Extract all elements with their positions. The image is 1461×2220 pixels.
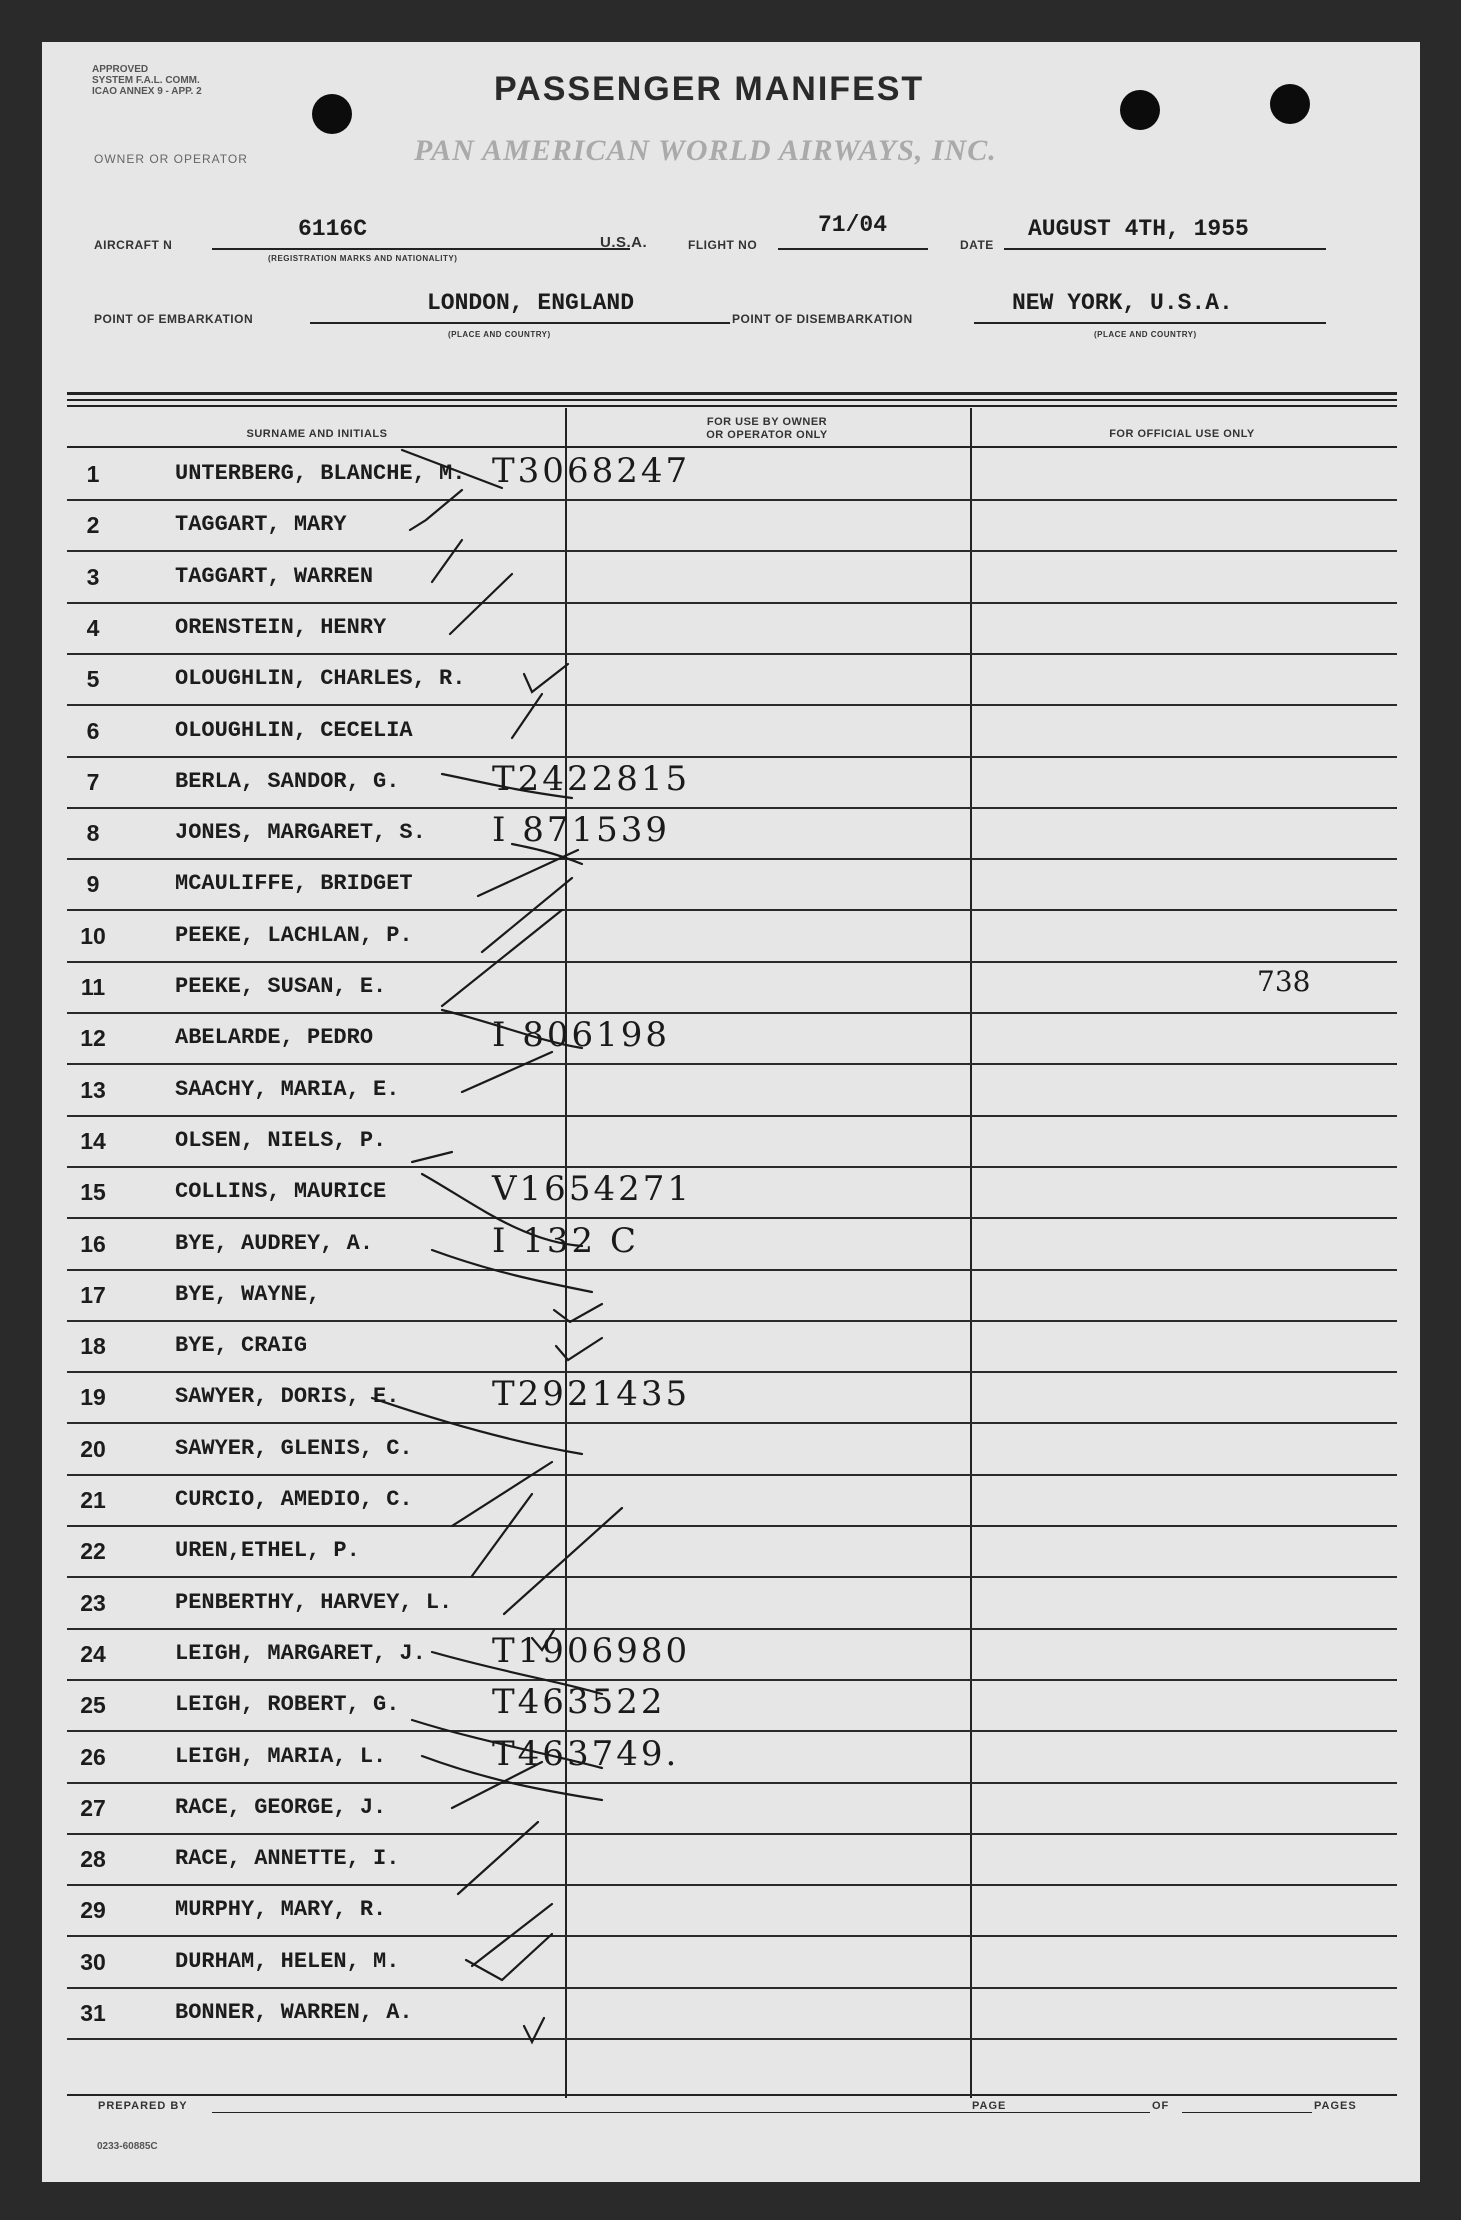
row-number: 26 xyxy=(80,1743,106,1770)
passenger-name: JONES, MARGARET, S. xyxy=(175,820,426,846)
passenger-name: SAWYER, GLENIS, C. xyxy=(175,1435,413,1461)
aircraft-underline xyxy=(212,248,630,250)
passenger-row xyxy=(67,1012,1397,1065)
row-number: 28 xyxy=(80,1846,106,1873)
manifest-sheet xyxy=(42,42,1420,2182)
passenger-name: LEIGH, MARGARET, J. xyxy=(175,1640,426,1666)
handwritten-note: I 806198 xyxy=(492,1015,671,1056)
pages-label: PAGES xyxy=(1314,2100,1357,2112)
passenger-row xyxy=(67,910,1397,963)
registration-caption: (REGISTRATION MARKS AND NATIONALITY) xyxy=(268,254,458,263)
country-label: U.S.A. xyxy=(600,234,648,251)
row-number: 7 xyxy=(86,768,100,795)
row-number: 15 xyxy=(80,1179,106,1206)
passenger-name: SAACHY, MARIA, E. xyxy=(175,1076,400,1102)
punch-hole xyxy=(1120,90,1160,130)
row-number: 23 xyxy=(80,1589,106,1616)
embark-value: LONDON, ENGLAND xyxy=(427,290,635,316)
passenger-row xyxy=(67,448,1397,501)
passenger-row xyxy=(67,1628,1397,1681)
passenger-row xyxy=(67,1833,1397,1886)
row-number: 20 xyxy=(80,1435,106,1462)
date-value: AUGUST 4TH, 1955 xyxy=(1028,216,1249,242)
passenger-row xyxy=(67,1166,1397,1219)
row-number: 4 xyxy=(86,614,100,641)
prepared-by-underline xyxy=(212,2112,1020,2113)
passenger-row xyxy=(67,1320,1397,1373)
passenger-row xyxy=(67,1371,1397,1424)
passenger-row xyxy=(67,1731,1397,1784)
passenger-row xyxy=(67,602,1397,655)
row-number: 19 xyxy=(80,1384,106,1411)
passenger-row xyxy=(67,653,1397,706)
passenger-name: TAGGART, MARY xyxy=(175,512,347,538)
form-title: PASSENGER MANIFEST xyxy=(494,70,925,108)
row-number: 5 xyxy=(86,666,100,693)
row-number: 10 xyxy=(80,922,106,949)
official-note: 738 xyxy=(1257,965,1311,998)
header-rule xyxy=(67,405,1397,407)
form-number: 0233-60885C xyxy=(97,2141,158,2152)
punch-hole xyxy=(1270,84,1310,124)
passenger-row xyxy=(67,551,1397,604)
passenger-row xyxy=(67,1884,1397,1937)
row-number: 27 xyxy=(80,1794,106,1821)
flight-label: FLIGHT NO xyxy=(688,238,758,252)
embark-underline xyxy=(310,322,730,324)
passenger-name: OLSEN, NIELS, P. xyxy=(175,1127,387,1153)
passenger-name: CURCIO, AMEDIO, C. xyxy=(175,1487,413,1512)
passenger-row xyxy=(67,1987,1397,2040)
handwritten-note: T2921435 xyxy=(492,1374,691,1415)
date-label: DATE xyxy=(960,238,994,252)
handwritten-note: T1906980 xyxy=(492,1630,691,1671)
row-number: 22 xyxy=(80,1538,106,1565)
handwritten-note: V1654271 xyxy=(492,1169,692,1210)
passenger-row xyxy=(67,1218,1397,1271)
aircraft-label: AIRCRAFT N xyxy=(94,238,173,252)
passenger-name: BYE, WAYNE, xyxy=(175,1281,321,1307)
row-number: 13 xyxy=(80,1076,106,1103)
passenger-name: COLLINS, MAURICE xyxy=(175,1179,387,1205)
passenger-name: PENBERTHY, HARVEY, L. xyxy=(175,1589,453,1615)
header-rule xyxy=(67,392,1397,395)
row-number: 12 xyxy=(80,1025,106,1052)
passenger-row xyxy=(67,756,1397,809)
passenger-name: DURHAM, HELEN, M. xyxy=(175,1948,400,1974)
approval-stamp: APPROVED SYSTEM F.A.L. COMM. ICAO ANNEX 9 - APP. 2 xyxy=(92,64,202,97)
row-number: 24 xyxy=(80,1640,106,1667)
passenger-row xyxy=(67,807,1397,860)
disembark-caption: (PLACE AND COUNTRY) xyxy=(1094,330,1197,339)
row-number: 2 xyxy=(86,512,100,539)
handwritten-note: T2422815 xyxy=(492,758,691,799)
flight-underline xyxy=(778,248,928,250)
page-underline xyxy=(1020,2112,1150,2113)
aircraft-value: 6116C xyxy=(298,216,368,242)
passenger-name: ABELARDE, PEDRO xyxy=(175,1025,374,1051)
footer-rule xyxy=(67,2094,1397,2096)
official-use-column-header: FOR OFFICIAL USE ONLY xyxy=(1109,428,1255,440)
passenger-name: OLOUGHLIN, CHARLES, R. xyxy=(175,666,466,692)
row-number: 29 xyxy=(80,1897,106,1924)
handwritten-note: T3068247 xyxy=(492,451,691,491)
passenger-name: BERLA, SANDOR, G. xyxy=(175,768,400,794)
handwritten-note: T463749. xyxy=(492,1733,680,1774)
passenger-name: UNTERBERG, BLANCHE, M. xyxy=(175,461,466,486)
passenger-row xyxy=(67,961,1397,1014)
passenger-row xyxy=(67,705,1397,758)
disembark-value: NEW YORK, U.S.A. xyxy=(1012,290,1233,316)
row-number: 1 xyxy=(86,461,100,487)
handwritten-note: T463522 xyxy=(492,1682,666,1723)
passenger-row xyxy=(67,1782,1397,1835)
passenger-name: PEEKE, LACHLAN, P. xyxy=(175,922,413,948)
passenger-name: LEIGH, MARIA, L. xyxy=(175,1743,387,1769)
row-number: 6 xyxy=(86,717,100,744)
passenger-row xyxy=(67,1474,1397,1527)
passenger-name: LEIGH, ROBERT, G. xyxy=(175,1692,400,1718)
passenger-name: RACE, GEORGE, J. xyxy=(175,1794,387,1820)
passenger-name: MURPHY, MARY, R. xyxy=(175,1897,387,1923)
passenger-row xyxy=(67,1936,1397,1989)
passenger-row xyxy=(67,858,1397,911)
row-number: 18 xyxy=(80,1333,106,1360)
passenger-name: BONNER, WARREN, A. xyxy=(175,2000,413,2025)
row-number: 25 xyxy=(80,1692,106,1719)
passenger-name: TAGGART, WARREN xyxy=(175,563,374,589)
surname-column-header: SURNAME AND INITIALS xyxy=(246,428,388,440)
passenger-name: RACE, ANNETTE, I. xyxy=(175,1846,400,1872)
prepared-by-label: PREPARED BY xyxy=(98,2100,188,2112)
of-underline xyxy=(1182,2112,1312,2113)
passenger-row xyxy=(67,499,1397,552)
header-rule xyxy=(67,399,1397,401)
row-number: 11 xyxy=(80,974,106,1000)
passenger-name: UREN,ETHEL, P. xyxy=(175,1538,360,1564)
row-number: 16 xyxy=(80,1230,106,1257)
disembark-underline xyxy=(974,322,1326,324)
passenger-name: ORENSTEIN, HENRY xyxy=(175,614,387,640)
passenger-name: OLOUGHLIN, CECELIA xyxy=(175,717,413,743)
row-number: 3 xyxy=(86,563,100,590)
date-underline xyxy=(1004,248,1326,250)
owner-use-column-header: FOR USE BY OWNER OR OPERATOR ONLY xyxy=(706,416,828,441)
row-number: 21 xyxy=(80,1487,106,1513)
embark-caption: (PLACE AND COUNTRY) xyxy=(448,330,551,339)
owner-label: OWNER OR OPERATOR xyxy=(94,152,248,166)
row-number: 14 xyxy=(80,1127,106,1154)
handwritten-note: I 871539 xyxy=(492,810,671,851)
passenger-row xyxy=(67,1423,1397,1476)
punch-hole xyxy=(312,94,352,134)
passenger-row xyxy=(67,1577,1397,1630)
passenger-name: BYE, CRAIG xyxy=(175,1333,308,1359)
passenger-name: PEEKE, SUSAN, E. xyxy=(175,974,387,999)
row-number: 8 xyxy=(86,820,100,847)
passenger-row xyxy=(67,1679,1397,1732)
row-number: 17 xyxy=(80,1281,106,1308)
row-number: 30 xyxy=(80,1948,106,1975)
passenger-row xyxy=(67,1115,1397,1168)
page-label: PAGE xyxy=(972,2100,1007,2112)
passenger-name: MCAULIFFE, BRIDGET xyxy=(175,871,413,897)
embark-label: POINT OF EMBARKATION xyxy=(94,312,254,326)
passenger-name: SAWYER, DORIS, E. xyxy=(175,1384,400,1410)
passenger-row xyxy=(67,1269,1397,1322)
passenger-row xyxy=(67,1525,1397,1578)
owner-value: PAN AMERICAN WORLD AIRWAYS, INC. xyxy=(414,134,997,167)
row-number: 9 xyxy=(86,871,100,898)
disembark-label: POINT OF DISEMBARKATION xyxy=(732,312,913,326)
passenger-name: BYE, AUDREY, A. xyxy=(175,1230,374,1256)
of-label: OF xyxy=(1152,2100,1170,2112)
row-number: 31 xyxy=(80,2000,106,2026)
flight-value: 71/04 xyxy=(818,212,888,238)
passenger-row xyxy=(67,1064,1397,1117)
handwritten-note: I 132 C xyxy=(492,1220,639,1261)
